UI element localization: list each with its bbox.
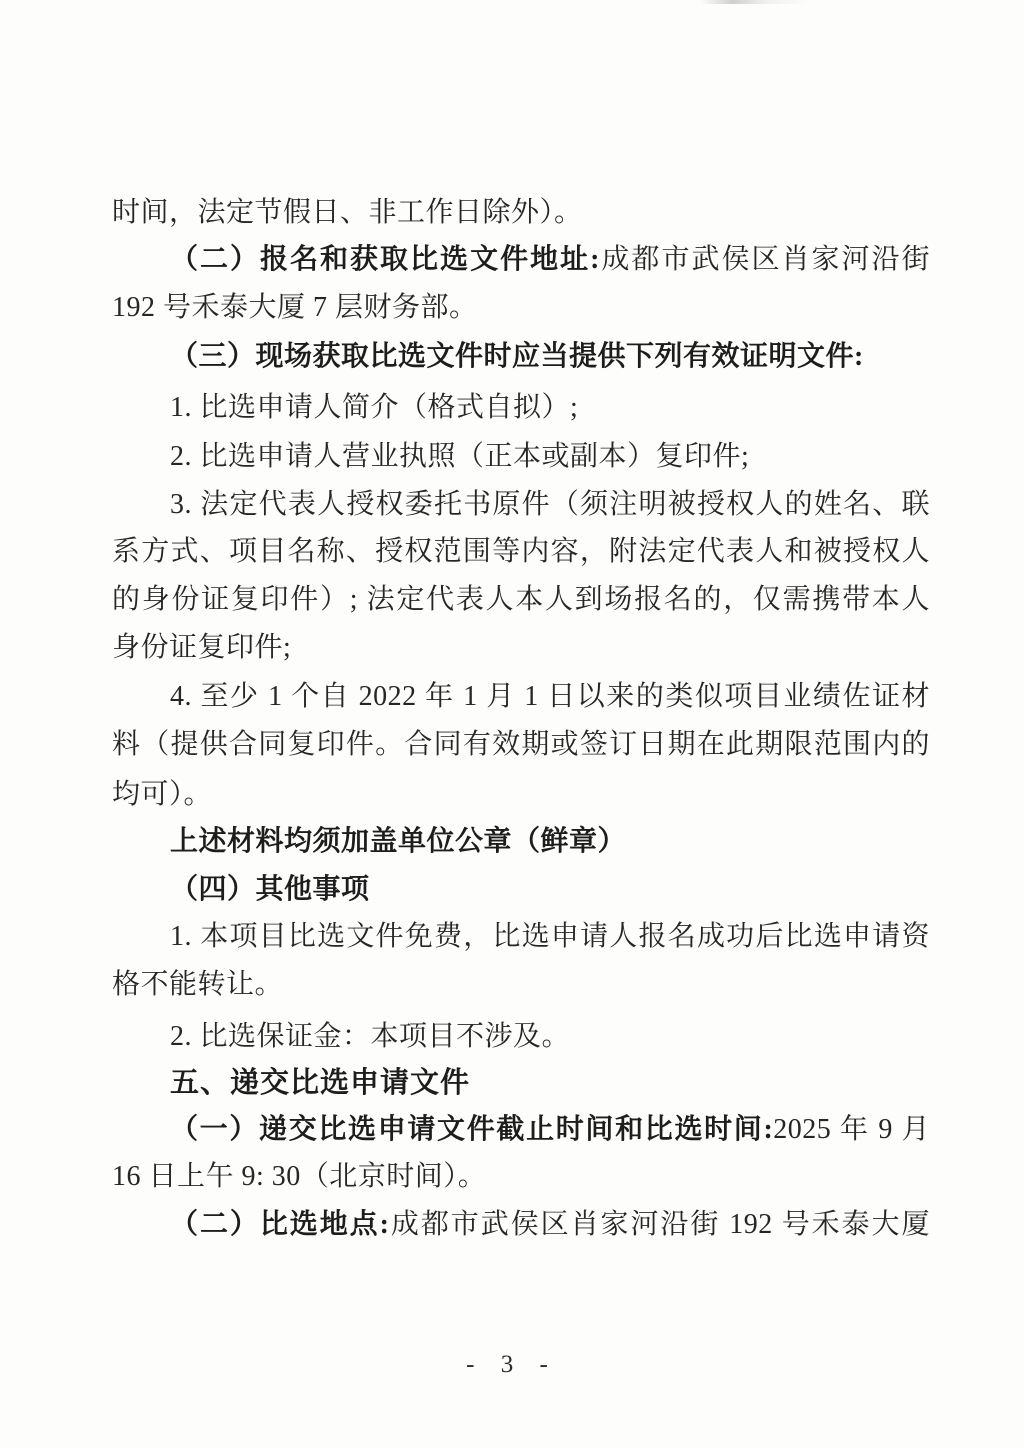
- paragraph-line: [112, 624, 930, 672]
- section-heading: [112, 866, 930, 914]
- paragraph-line: [112, 576, 930, 624]
- paragraph-line: [112, 721, 930, 769]
- body-text: 成都市武侯区肖家河沿街: [599, 244, 930, 275]
- paragraph-line: [112, 189, 930, 237]
- body-text: 身份证复印件;: [112, 632, 292, 663]
- list-item: [112, 1013, 930, 1061]
- heading-text: （一）递交比选申请文件截止时间和比选时间:: [170, 1114, 774, 1145]
- page-number: - 3 -: [466, 1351, 558, 1378]
- body-text: 2. 比选保证金：本项目不涉及。: [170, 1021, 571, 1052]
- body-text: 料（提供合同复印件。合同有效期或签订日期在此期限范围内的: [112, 729, 930, 760]
- paragraph-line: [112, 284, 930, 332]
- list-item: [112, 673, 930, 721]
- body-text: 均可）。: [112, 779, 213, 810]
- list-item: [112, 384, 930, 432]
- paragraph-line: [112, 528, 930, 576]
- chapter-heading: [112, 1059, 930, 1107]
- body-text: 2. 比选申请人营业执照（正本或副本）复印件;: [170, 441, 750, 472]
- body-text: 4. 至少 1 个自 2022 年 1 月 1 日以来的类似项目业绩佐证材: [170, 681, 930, 712]
- heading-text: （三）现场获取比选文件时应当提供下列有效证明文件:: [170, 341, 864, 372]
- body-text: 2025 年 9 月: [773, 1114, 930, 1145]
- body-text: 1. 本项目比选文件免费，比选申请人报名成功后比选申请资: [170, 921, 930, 952]
- body-text: 的身份证复印件）; 法定代表人本人到场报名的，仅需携带本人: [112, 584, 930, 615]
- body-text: 16 日上午 9: 30（北京时间）。: [112, 1161, 487, 1192]
- body-text: 时间，法定节假日、非工作日除外）。: [112, 197, 583, 228]
- body-text: 192 号禾泰大厦 7 层财务部。: [112, 292, 478, 323]
- body-text: 格不能转让。: [112, 969, 284, 1000]
- list-item: [112, 433, 930, 481]
- section-heading: [112, 1106, 930, 1154]
- section-heading: [112, 1201, 930, 1249]
- heading-text: （二）报名和获取比选文件地址:: [170, 244, 600, 275]
- paragraph-line: [112, 771, 930, 819]
- body-text: 系方式、项目名称、授权范围等内容，附法定代表人和被授权人: [112, 536, 930, 567]
- paragraph-line: [112, 1153, 930, 1201]
- paragraph-line: [112, 961, 930, 1009]
- heading-text: 五、递交比选申请文件: [170, 1067, 471, 1099]
- body-text: 成都市武侯区肖家河沿街 192 号禾泰大厦: [389, 1209, 930, 1240]
- body-text: 1. 比选申请人简介（格式自拟）;: [170, 392, 579, 423]
- heading-text: （四）其他事项: [170, 874, 370, 905]
- emphasis-note: [112, 818, 930, 866]
- document-body: [112, 0, 930, 1448]
- body-text: 3. 法定代表人授权委托书原件（须注明被授权人的姓名、联: [170, 489, 930, 520]
- section-heading: [112, 236, 930, 284]
- heading-text: 上述材料均须加盖单位公章（鲜章）: [170, 826, 627, 857]
- list-item: [112, 913, 930, 961]
- heading-text: （二）比选地点:: [170, 1209, 390, 1240]
- list-item: [112, 481, 930, 529]
- section-heading: [112, 333, 930, 381]
